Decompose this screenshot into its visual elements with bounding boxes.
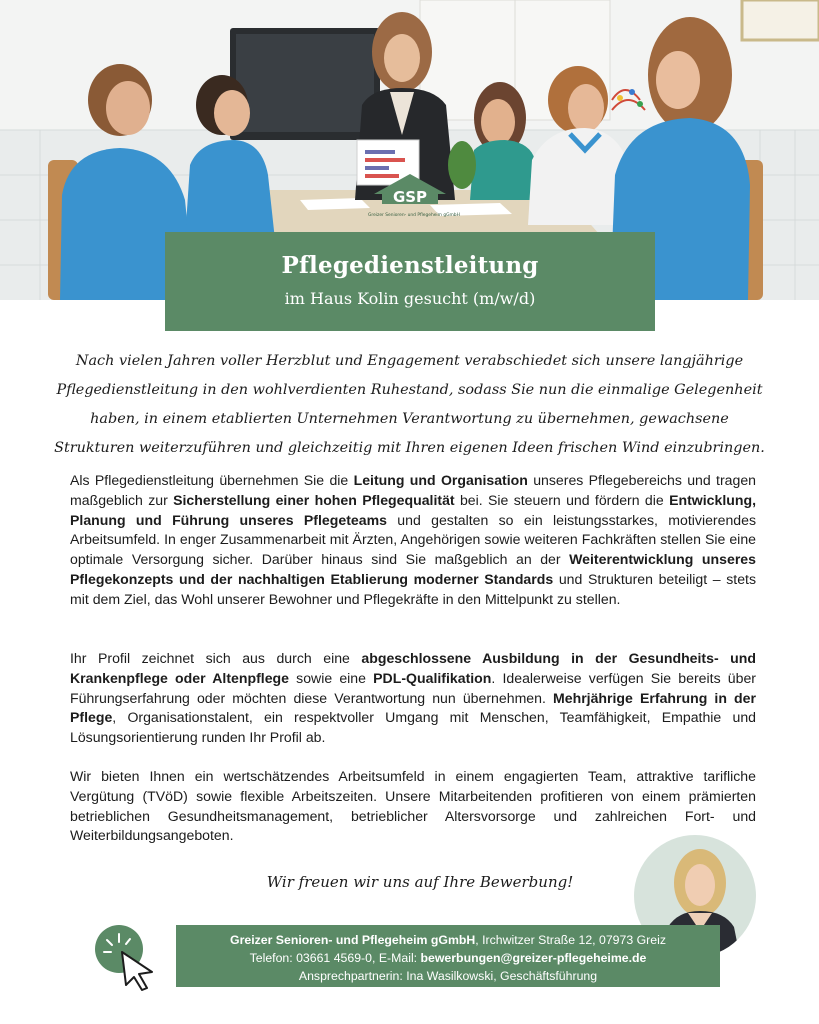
title-banner (165, 232, 655, 331)
click-cursor-icon (92, 922, 164, 994)
logo-caption: Greizer Senioren- und Pflegeheim gGmbH (368, 213, 460, 218)
contact-person-line: Ansprechpartnerin: Ina Wasilkowski, Geschäftsführung (298, 969, 598, 983)
job-subtitle: im Haus Kolin gesucht (m/w/d) (284, 289, 536, 308)
benefits-paragraph: Wir bieten Ihnen ein wertschätzendes Arbeitsumfeld in einem engagierten Team, attraktive tarifliche Vergütung (TVöD) sowie flexible Arbeitszeiten. Unsere Mitarbeitenden profitieren von einem prämierten betrieblichen Gesundheitsmanagement, betrieblicher Altersvorsorge und zahlreichen Fort- und Weiterbildungsangeboten. (70, 768, 756, 844)
logo-monogram: GSP (392, 188, 428, 206)
email-link[interactable]: bewerbungen@greizer-pflegeheime.de (420, 951, 647, 965)
company-logo (368, 172, 460, 224)
company-address-line: Greizer Senioren- und Pflegeheim gGmbH, Irchwitzer Straße 12, 07973 Greiz (230, 933, 666, 947)
responsibilities-paragraph: Als Pflegedienstleitung übernehmen Sie die Leitung und Organisation unseres Pflegebereichs und tragen maßgeblich zur Sicherstellung einer hohen Pflegequalität bei. Sie steuern und fördern die Entwicklung, Planung und Führung unseres Pflegeteams und gestalten so ein leistungsstarkes, motivierendes Arbeitsumfeld. In enger Zusammenarbeit mit Ärzten, Angehörigen sowie weiteren Fachkräften stellen Sie eine optimale Versorgung sicher. Darüber hinaus sind Sie maßgeblich an der Weiterentwicklung unseres Pflegekonzepts und der nachhaltigen Etablierung moderner Standards und Strukturen beteiligt – stets mit dem Ziel, das Wohl unserer Bewohner und Pflegekräfte in den Mittelpunkt zu stellen. (70, 472, 757, 607)
phone-email-line: Telefon: 03661 4569-0, E-Mail: bewerbungen@greizer-pflegeheime.de (249, 951, 647, 965)
logo-house-icon (368, 172, 452, 206)
closing-line: Wir freuen wir uns auf Ihre Bewerbung! (266, 873, 574, 891)
job-title: Pflegedienstleitung (281, 252, 539, 279)
contact-box (176, 925, 720, 987)
company-name: Greizer Senioren- und Pflegeheim gGmbH (230, 933, 476, 947)
intro-text: Nach vielen Jahren voller Herzblut und Engagement verabschiedet sich unsere langjährige Pflegedienstleitung in den wohlverdienten Ruhestand, sodass Sie nun die einmalige Gelegenheit haben, in einem etablierten Unternehmen Verantwortung zu übernehmen, gewachsene Strukturen weiterzuführen und gleichzeitig mit Ihren eigenen Ideen frischen Wind einzubringen. (54, 353, 765, 456)
profile-paragraph: Ihr Profil zeichnet sich aus durch eine abgeschlossene Ausbildung in der Gesundheits- und Krankenpflege oder Altenpflege sowie eine PDL-Qualifikation. Idealerweise verfügen Sie bereits über Führungserfahrung oder möchten diese Verantwortung nun übernehmen. Mehrjährige Erfahrung in der Pflege, Organisationstalent, ein respektvoller Umgang mit Menschen, Teamfähigkeit, Empathie und Lösungsorientierung runden Ihr Profil ab. (70, 650, 757, 746)
